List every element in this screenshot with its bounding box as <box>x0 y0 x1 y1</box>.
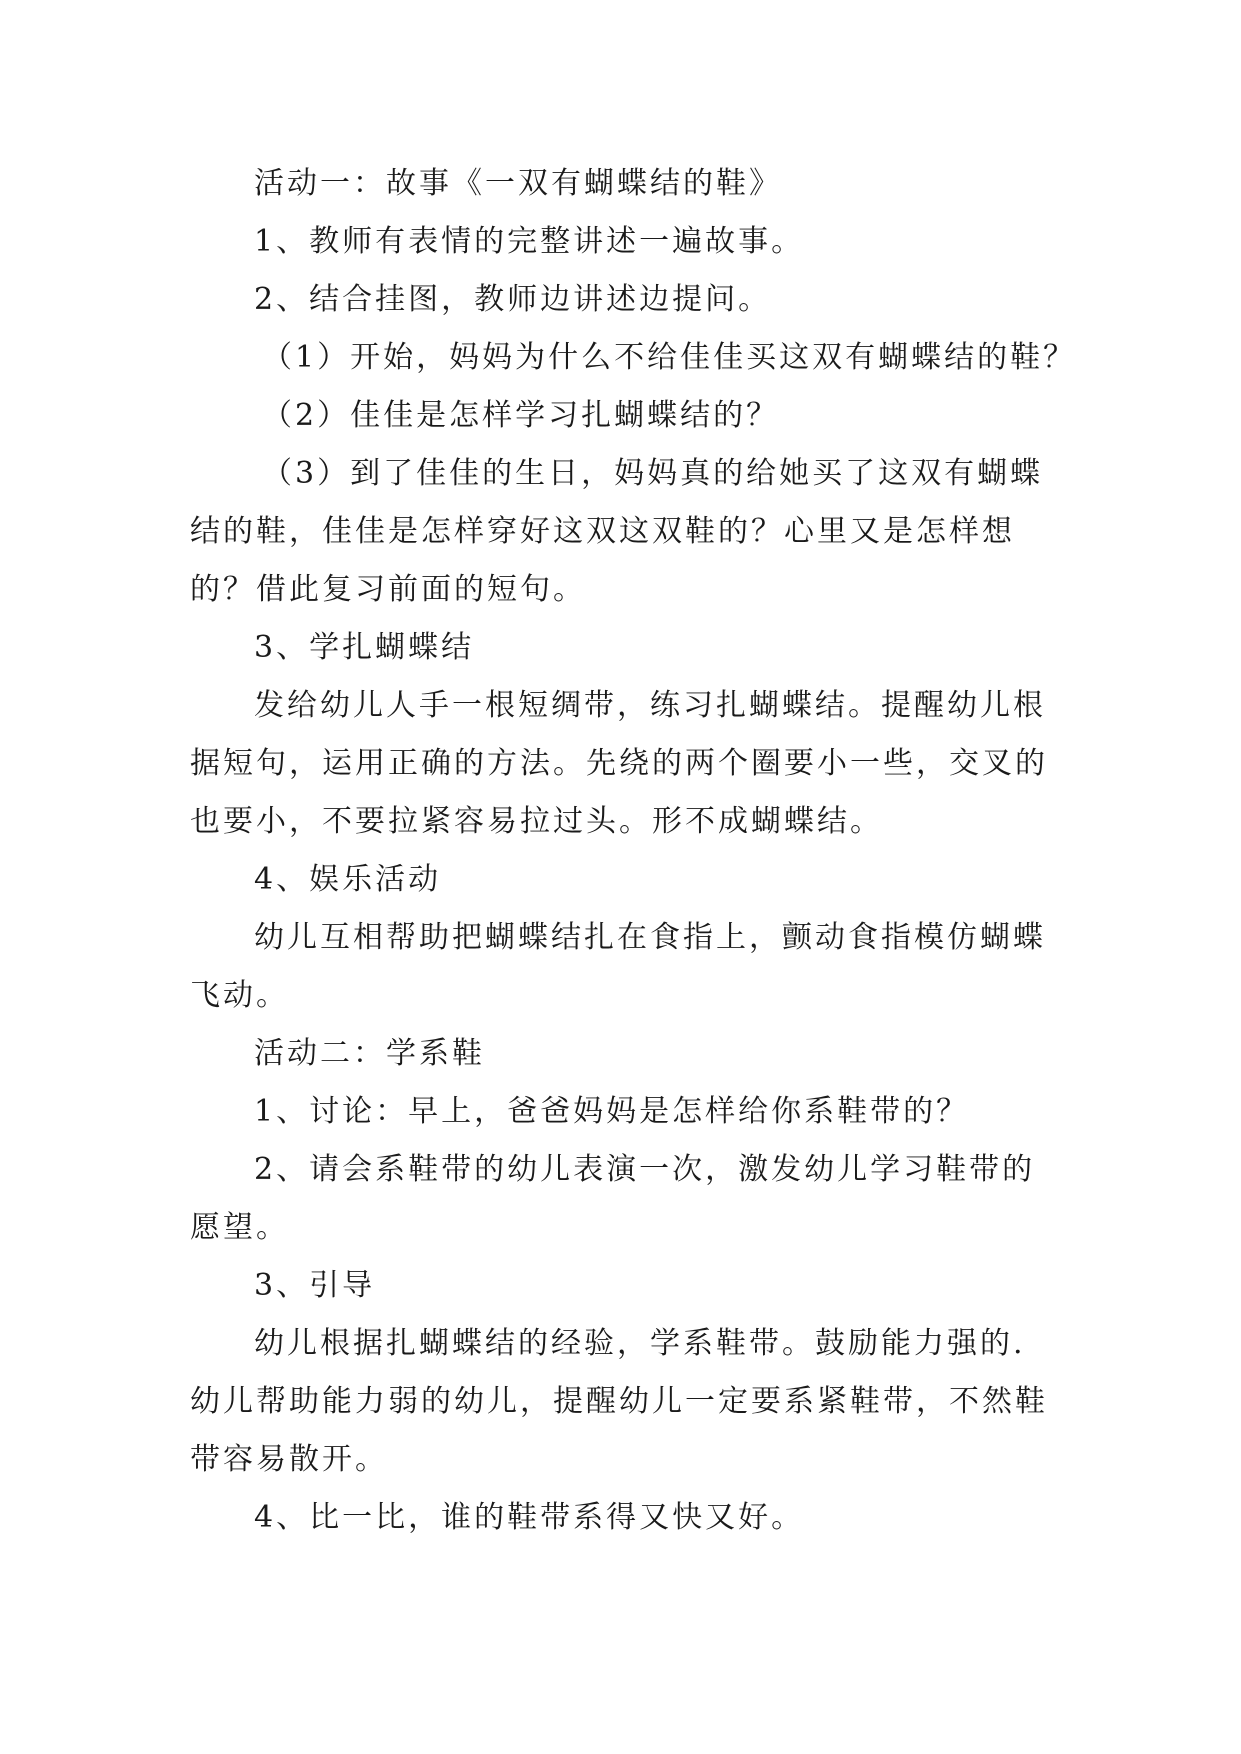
paragraph-line: 据短句，运用正确的方法。先绕的两个圈要小一些，交叉的 <box>190 746 1048 781</box>
heading-activity-one: 活动一：故事《一双有蝴蝶结的鞋》 <box>254 166 782 201</box>
paragraph-line: 2、请会系鞋带的幼儿表演一次，激发幼儿学习鞋带的 <box>254 1152 1036 1187</box>
paragraph-line: 结的鞋，佳佳是怎样穿好这双这双鞋的？心里又是怎样想 <box>190 514 1015 549</box>
section-heading: 3、引导 <box>254 1268 376 1303</box>
paragraph-line: 的？借此复习前面的短句。 <box>190 572 586 607</box>
paragraph-line: 1、讨论：早上，爸爸妈妈是怎样给你系鞋带的？ <box>254 1094 970 1129</box>
paragraph-line: 也要小，不要拉紧容易拉过头。形不成蝴蝶结。 <box>190 804 883 839</box>
paragraph-line: 1、教师有表情的完整讲述一遍故事。 <box>254 224 805 259</box>
paragraph-line: 带容易散开。 <box>190 1442 388 1477</box>
paragraph-line: 幼儿帮助能力弱的幼儿，提醒幼儿一定要系紧鞋带，不然鞋 <box>190 1384 1048 1419</box>
paragraph-line: 发给幼儿人手一根短绸带，练习扎蝴蝶结。提醒幼儿根 <box>254 688 1046 723</box>
paragraph-line: 愿望。 <box>190 1210 289 1245</box>
question-line: （3）到了佳佳的生日，妈妈真的给她买了这双有蝴蝶 <box>262 456 1044 491</box>
question-line: （1）开始，妈妈为什么不给佳佳买这双有蝴蝶结的鞋？ <box>262 340 1077 375</box>
section-heading: 3、学扎蝴蝶结 <box>254 630 475 665</box>
section-heading: 4、娱乐活动 <box>254 862 442 897</box>
paragraph-line: 2、结合挂图，教师边讲述边提问。 <box>254 282 772 317</box>
paragraph-line: 飞动。 <box>190 978 289 1013</box>
heading-activity-two: 活动二：学系鞋 <box>254 1036 485 1071</box>
paragraph-line: 幼儿根据扎蝴蝶结的经验，学系鞋带。鼓励能力强的. <box>254 1326 1026 1361</box>
paragraph-line: 4、比一比，谁的鞋带系得又快又好。 <box>254 1500 805 1535</box>
question-line: （2）佳佳是怎样学习扎蝴蝶结的？ <box>262 398 780 433</box>
paragraph-line: 幼儿互相帮助把蝴蝶结扎在食指上，颤动食指模仿蝴蝶 <box>254 920 1046 955</box>
